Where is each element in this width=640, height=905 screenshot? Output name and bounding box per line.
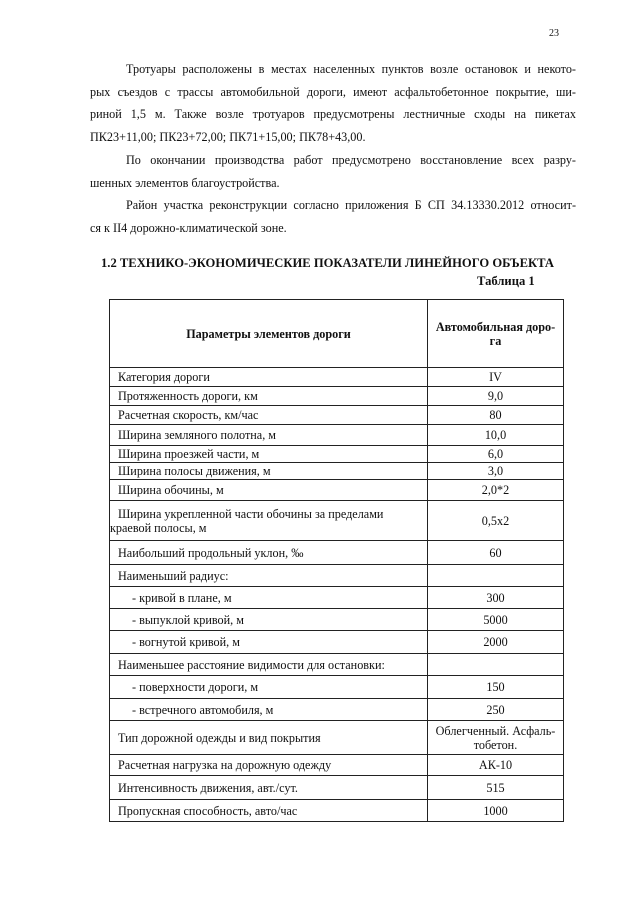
- text-line: Тротуары расположены в местах населенных пунктов возле остановок и некото-: [126, 62, 576, 76]
- row-value: 1000: [428, 800, 564, 822]
- text-line: рых съездов с трассы автомобильной дороги, имеют асфальтобетонное покрытие, ши-: [90, 84, 576, 99]
- row-value: 60: [428, 541, 564, 565]
- row-value: [428, 654, 564, 676]
- row-value: 10,0: [428, 425, 564, 446]
- table-row: [110, 654, 564, 676]
- row-value: Облегченный. Асфаль-тобетон.: [428, 721, 564, 755]
- row-label: - вогнутой кривой, м: [110, 631, 428, 654]
- table-row: [110, 368, 564, 387]
- road-parameters-table: [109, 299, 564, 822]
- row-value: 3,0: [428, 463, 564, 480]
- table-row: [110, 406, 564, 425]
- row-value: 150: [428, 676, 564, 699]
- table-row: [110, 676, 564, 699]
- row-label: Ширина укрепленной части обочины за пределами краевой полосы, м: [110, 501, 428, 541]
- row-label: Пропускная способность, авто/час: [110, 800, 428, 822]
- row-label: - поверхности дороги, м: [110, 676, 428, 699]
- table-row: [110, 425, 564, 446]
- row-label: Ширина проезжей части, м: [110, 446, 428, 463]
- paragraph-restoration: [90, 149, 576, 194]
- table-row: [110, 755, 564, 776]
- text-line: Район участка реконструкции согласно приложения Б СП 34.13330.2012 относит-: [126, 198, 576, 212]
- row-label: - выпуклой кривой, м: [110, 609, 428, 631]
- row-label: - встречного автомобиля, м: [110, 699, 428, 721]
- row-value: 250: [428, 699, 564, 721]
- table-row: [110, 609, 564, 631]
- row-label: Ширина земляного полотна, м: [110, 425, 428, 446]
- table-row: [110, 501, 564, 541]
- row-label: Категория дороги: [110, 368, 428, 387]
- table-row: [110, 800, 564, 822]
- text-line: ся к II4 дорожно-климатической зоне.: [90, 220, 287, 235]
- table-row: [110, 587, 564, 609]
- page-number: 23: [549, 28, 559, 39]
- table-row: [110, 480, 564, 501]
- table-row: [110, 776, 564, 800]
- row-label: Расчетная нагрузка на дорожную одежду: [110, 755, 428, 776]
- row-value: 300: [428, 587, 564, 609]
- text-line: шенных элементов благоустройства.: [90, 175, 280, 190]
- row-value: 515: [428, 776, 564, 800]
- row-label: Расчетная скорость, км/час: [110, 406, 428, 425]
- row-value: 2,0*2: [428, 480, 564, 501]
- table-row: [110, 565, 564, 587]
- row-value: [428, 565, 564, 587]
- header-parameters: Параметры элементов дороги: [110, 300, 428, 368]
- section-title: 1.2 ТЕХНИКО-ЭКОНОМИЧЕСКИЕ ПОКАЗАТЕЛИ ЛИНЕЙНОГО ОБЪЕКТА: [101, 256, 555, 270]
- table-row: [110, 541, 564, 565]
- row-label: Наименьшее расстояние видимости для остановки:: [110, 654, 428, 676]
- table-label: Таблица 1: [477, 274, 535, 288]
- table-row: [110, 699, 564, 721]
- header-road-line2: га: [489, 333, 502, 348]
- paragraph-sidewalks: [90, 58, 576, 148]
- row-value: IV: [428, 368, 564, 387]
- table-row: [110, 446, 564, 463]
- row-label: Ширина полосы движения, м: [110, 463, 428, 480]
- header-road-line1: Автомобильная доро-: [435, 319, 556, 334]
- text-line: По окончании производства работ предусмотрено восстановление всех разру-: [126, 153, 576, 167]
- text-line: риной 1,5 м. Также возле тротуаров предусмотрены лестничные сходы на пикетах: [90, 107, 576, 121]
- table-row: [110, 387, 564, 406]
- row-value: 2000: [428, 631, 564, 654]
- row-label: Ширина обочины, м: [110, 480, 428, 501]
- table-row: [110, 463, 564, 480]
- row-label: Наименьший радиус:: [110, 565, 428, 587]
- paragraph-climate-zone: [90, 194, 576, 239]
- row-value: 9,0: [428, 387, 564, 406]
- table-header-row: [110, 300, 564, 368]
- row-label: Тип дорожной одежды и вид покрытия: [110, 721, 428, 755]
- header-road: [428, 300, 564, 368]
- table-row: [110, 631, 564, 654]
- row-value: 6,0: [428, 446, 564, 463]
- row-value: 0,5х2: [428, 501, 564, 541]
- row-label: Протяженность дороги, км: [110, 387, 428, 406]
- row-label: - кривой в плане, м: [110, 587, 428, 609]
- table-row: [110, 721, 564, 755]
- row-value: 80: [428, 406, 564, 425]
- row-label: Интенсивность движения, авт./сут.: [110, 776, 428, 800]
- row-label: Наибольший продольный уклон, ‰: [110, 541, 428, 565]
- row-value: 5000: [428, 609, 564, 631]
- row-value: АК-10: [428, 755, 564, 776]
- text-line: ПК23+11,00; ПК23+72,00; ПК71+15,00; ПК78+43,00.: [90, 129, 366, 144]
